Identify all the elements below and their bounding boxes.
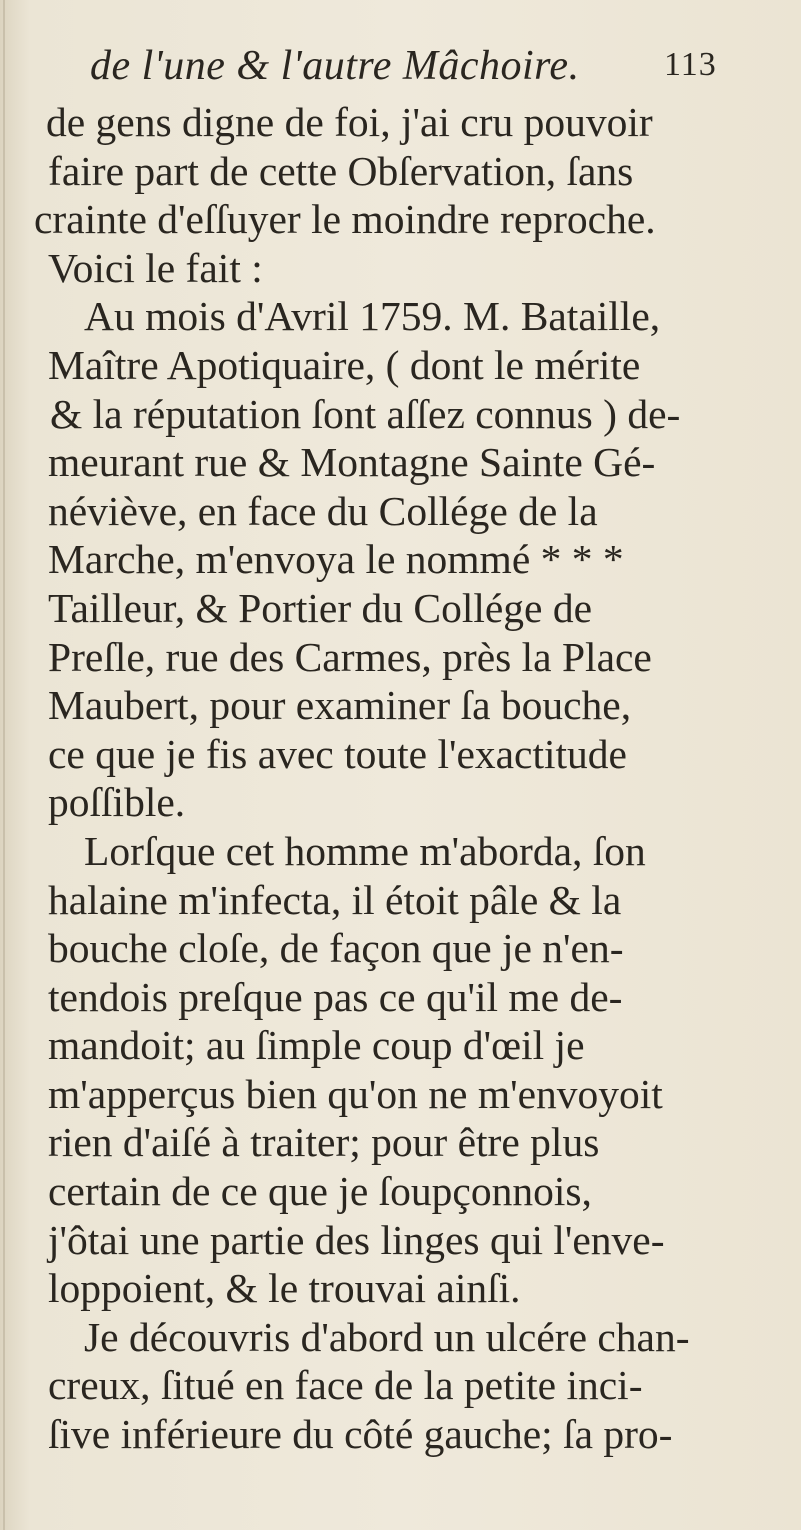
text-line: poſſible. xyxy=(48,779,186,826)
text-line: Voici le fait : xyxy=(48,244,263,291)
text-line: halaine m'infecta, il étoit pâle & la xyxy=(48,876,622,923)
text-line: ſive inférieure du côté gauche; ſa pro- xyxy=(48,1411,673,1458)
text-line: Lorſque cet homme m'aborda, ſon xyxy=(84,827,646,874)
text-line: ce que je fis avec toute l'exactitude xyxy=(48,730,627,777)
page-header xyxy=(0,42,801,92)
text-line: & la réputation ſont aſſez connus ) de- xyxy=(50,390,681,437)
text-line: certain de ce que je ſoupçonnois, xyxy=(48,1168,592,1215)
text-line: mandoit; au ſimple coup d'œil je xyxy=(48,1022,585,1069)
text-line: Marche, m'envoya le nommé * * * xyxy=(48,536,624,583)
text-line: faire part de cette Obſervation, ſans xyxy=(48,147,634,194)
text-line: Je découvris d'abord un ulcére chan- xyxy=(84,1313,690,1360)
text-line: m'apperçus bien qu'on ne m'envoyoit xyxy=(48,1070,663,1117)
text-line: creux, ſitué en face de la petite inci- xyxy=(48,1362,643,1409)
text-line: bouche cloſe, de façon que je n'en- xyxy=(48,925,624,972)
text-line: meurant rue & Montagne Sainte Gé- xyxy=(48,439,656,486)
text-line: néviève, en face du Collége de la xyxy=(48,487,598,534)
text-line: loppoient, & le trouvai ainſi. xyxy=(48,1265,521,1312)
text-line: Maubert, pour examiner ſa bouche, xyxy=(48,682,632,729)
text-line: tendois preſque pas ce qu'il me de- xyxy=(48,973,623,1020)
text-line: Tailleur, & Portier du Collége de xyxy=(48,584,593,631)
text-line: j'ôtai une partie des linges qui l'enve- xyxy=(48,1216,665,1263)
text-line: crainte d'eſſuyer le moindre reproche. xyxy=(34,196,656,243)
text-line: rien d'aiſé à traiter; pour être plus xyxy=(48,1119,600,1166)
text-line: Preſle, rue des Carmes, près la Place xyxy=(48,633,652,680)
page-number: 113 xyxy=(664,46,717,83)
running-title: de l'une & l'autre Mâchoire. xyxy=(90,43,580,89)
text-line: de gens digne de foi, j'ai cru pouvoir xyxy=(46,99,653,145)
text-line: Maître Apotiquaire, ( dont le mérite xyxy=(48,341,641,388)
text-line: Au mois d'Avril 1759. M. Bataille, xyxy=(84,293,661,340)
page-edge xyxy=(3,0,5,1530)
body-text xyxy=(34,98,794,1459)
